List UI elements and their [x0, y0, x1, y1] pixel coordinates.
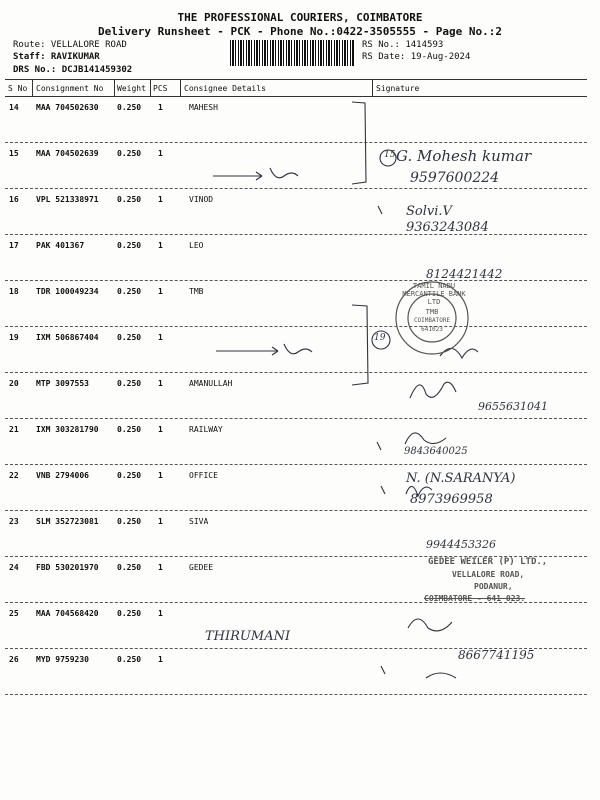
signature-stroke [405, 433, 446, 444]
handwritten-phone: 9843640025 [404, 446, 468, 457]
row-pcs: 1 [158, 287, 163, 296]
row-consignment: MYD 9759230 [36, 655, 89, 664]
row-weight: 0.250 [117, 563, 142, 572]
row-sno: 17 [9, 241, 19, 250]
bracket-mark [352, 102, 366, 184]
row-consignment: FBD 530201970 [36, 563, 99, 572]
staff-label: Staff: RAVIKUMAR [13, 52, 100, 62]
rs-number: RS No.: 1414593 [362, 40, 444, 50]
row-consignment: IXM 303281790 [36, 425, 99, 434]
bracket-mark [352, 305, 368, 385]
runsheet-subtitle: Delivery Runsheet - PCK - Phone No.:0422-3505555 - Page No.:2 [98, 25, 502, 38]
seal-company: TAMIL NADU MERCANTILE BANK LTD [402, 282, 466, 306]
row-weight: 0.250 [117, 333, 142, 342]
col-header-weight: Weight [117, 84, 146, 93]
row-sno: 15 [9, 149, 19, 158]
company-stamp-line: COIMBATORE - 641 023. [424, 594, 526, 603]
row-sno: 16 [9, 195, 19, 204]
row-consignee: LEO [189, 241, 204, 250]
row-weight: 0.250 [117, 241, 142, 250]
signature-stroke [408, 619, 452, 631]
tick-mark [381, 666, 385, 674]
handwritten-phone: 9597600224 [410, 170, 500, 186]
row-consignment: PAK 401367 [36, 241, 85, 250]
row-sno: 20 [9, 379, 19, 388]
company-stamp-line: GEDEE WEILER (P) LTD., [428, 557, 548, 567]
row-sno: 24 [9, 563, 19, 572]
seal-line: 641023 [421, 326, 443, 333]
signature-stroke [426, 673, 456, 678]
row-sno: 21 [9, 425, 19, 434]
row-consignee: AMANULLAH [189, 379, 233, 388]
squiggle-mark [270, 168, 298, 178]
seal-line: TMB [425, 308, 439, 316]
row-consignee: RAILWAY [189, 425, 223, 434]
row-weight: 0.250 [117, 195, 142, 204]
handwritten-phone: 9655631041 [478, 400, 548, 413]
route-label: Route: VELLALORE ROAD [13, 40, 127, 50]
row-weight: 0.250 [117, 425, 142, 434]
row-pcs: 1 [158, 103, 163, 112]
circled-number-label: 15 [384, 150, 396, 160]
row-consignment: IXM 506867404 [36, 333, 99, 342]
row-sno: 25 [9, 609, 19, 618]
row-pcs: 1 [158, 471, 163, 480]
handwritten-name: Solvi.V [406, 204, 452, 219]
tick-mark [381, 486, 385, 494]
seal-line: COIMBATORE [413, 317, 451, 324]
row-consignee: TMB [189, 287, 204, 296]
row-pcs: 1 [158, 517, 163, 526]
row-sno: 26 [9, 655, 19, 664]
row-consignee: SIVA [189, 517, 209, 526]
circled-number-label: 19 [374, 333, 386, 343]
squiggle-mark [284, 344, 312, 354]
row-pcs: 1 [158, 609, 163, 618]
row-pcs: 1 [158, 195, 163, 204]
row-weight: 0.250 [117, 149, 142, 158]
row-weight: 0.250 [117, 655, 142, 664]
handwritten-phone: 8973969958 [410, 492, 493, 507]
row-consignee: VINOD [189, 195, 214, 204]
tick-mark [377, 442, 381, 450]
arrow-mark [213, 172, 262, 180]
row-pcs: 1 [158, 333, 163, 342]
row-weight: 0.250 [117, 103, 142, 112]
row-sno: 14 [9, 103, 19, 112]
row-sno: 22 [9, 471, 19, 480]
row-consignment: MAA 704502630 [36, 103, 99, 112]
company-stamp-line: PODANUR, [474, 582, 513, 591]
row-consignment: VNB 2794006 [36, 471, 89, 480]
col-header-signature: Signature [376, 84, 420, 93]
col-header-pcs: PCS [153, 84, 168, 93]
handwritten-phone: 9363243084 [406, 220, 489, 235]
arrow-mark [216, 347, 278, 355]
row-consignment: MAA 704568420 [36, 609, 99, 618]
row-consignment: VPL 521338971 [36, 195, 99, 204]
drs-number: DRS No.: DCJB141459302 [13, 65, 133, 75]
handwritten-phone: 8124421442 [426, 267, 503, 281]
handwritten-name: G. Mohesh kumar [396, 147, 532, 165]
row-weight: 0.250 [117, 609, 142, 618]
row-weight: 0.250 [117, 517, 142, 526]
row-consignment: SLM 352723081 [36, 517, 99, 526]
row-consignee: OFFICE [189, 471, 218, 480]
row-pcs: 1 [158, 563, 163, 572]
handwritten-phone: 8667741195 [458, 648, 535, 662]
row-consignee: MAHESH [189, 103, 218, 112]
row-weight: 0.250 [117, 287, 142, 296]
row-consignment: MAA 704502639 [36, 149, 99, 158]
row-weight: 0.250 [117, 471, 142, 480]
tick-mark [378, 206, 382, 214]
row-sno: 18 [9, 287, 19, 296]
signature-stroke [410, 382, 456, 398]
page-title: THE PROFESSIONAL COURIERS, COIMBATORE [177, 11, 423, 24]
row-pcs: 1 [158, 149, 163, 158]
row-pcs: 1 [158, 379, 163, 388]
row-sno: 23 [9, 517, 19, 526]
row-pcs: 1 [158, 655, 163, 664]
row-sno: 19 [9, 333, 19, 342]
row-consignment: MTP 3097553 [36, 379, 89, 388]
row-consignee: GEDEE [189, 563, 214, 572]
handwritten-name: THIRUMANI [205, 629, 291, 644]
col-header-sno: S No [8, 84, 28, 93]
company-stamp-line: VELLALORE ROAD, [452, 570, 525, 579]
row-pcs: 1 [158, 241, 163, 250]
row-consignment: TDR 100049234 [36, 287, 99, 296]
handwritten-name: N. (N.SARANYA) [406, 471, 516, 486]
rs-date: RS Date: 19-Aug-2024 [362, 52, 471, 62]
handwritten-phone: 9944453326 [426, 538, 496, 551]
signature-stroke [440, 348, 478, 358]
row-weight: 0.250 [117, 379, 142, 388]
col-header-consignment: Consignment No [36, 84, 104, 93]
row-pcs: 1 [158, 425, 163, 434]
col-header-consignee: Consignee Details [184, 84, 266, 93]
